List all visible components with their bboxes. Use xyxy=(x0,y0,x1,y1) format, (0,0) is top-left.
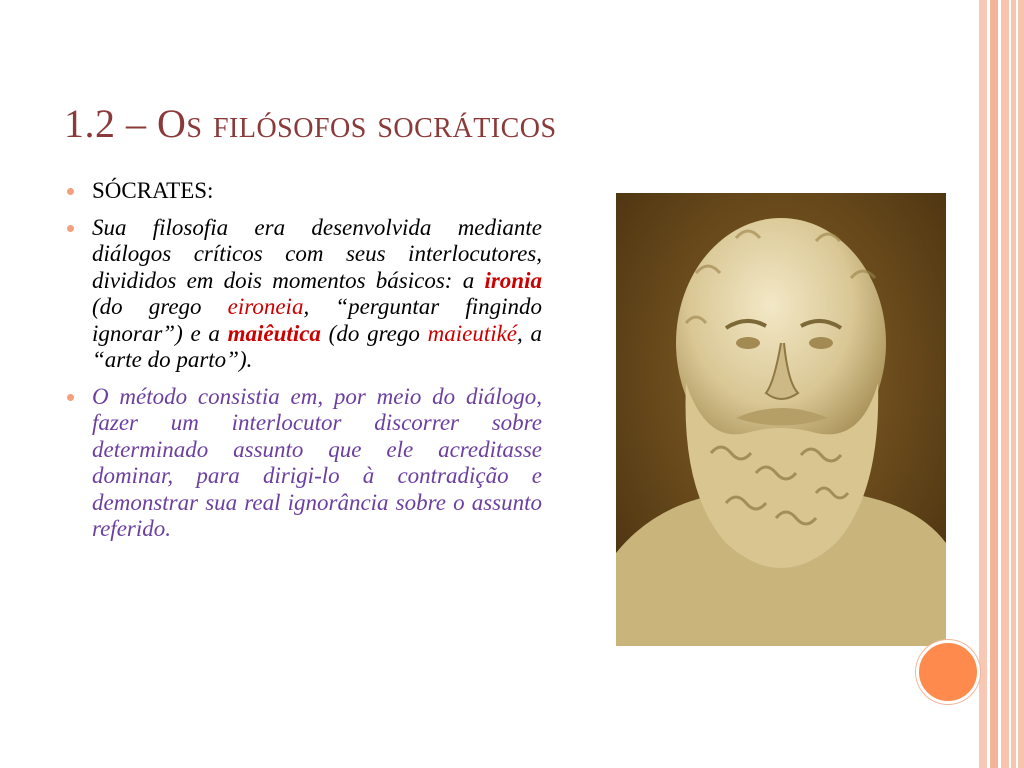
text-run: (do grego xyxy=(320,320,428,346)
bullet-philosophy xyxy=(64,215,542,374)
decor-stripe xyxy=(990,0,998,768)
decor-stripe xyxy=(979,0,987,768)
bullet-dot-icon xyxy=(67,188,74,195)
term-ironia: ironia xyxy=(484,267,542,293)
term-maieutica: maiêutica xyxy=(227,320,321,346)
text-run: (do grego xyxy=(92,294,228,319)
bullet-socrates xyxy=(64,178,542,205)
socrates-bust-image xyxy=(616,193,946,646)
text-run: , a “arte do parto”). xyxy=(92,320,542,372)
bullet-text xyxy=(92,215,542,373)
term-maieutike: maieutiké xyxy=(427,320,518,346)
bullet-dot-icon xyxy=(67,394,74,401)
text-run: Sua filosofia era desenvolvida mediante diálogos críticos com seus interlocutores, divididos em dois momentos básicos: a xyxy=(92,214,542,293)
bullet-method xyxy=(64,384,542,543)
term-eironeia: eironeia xyxy=(227,294,304,319)
slide-content xyxy=(64,178,542,553)
bullet-text: SÓCRATES: xyxy=(92,178,214,203)
slide-title: 1.2 – Os filósofos socráticos xyxy=(64,101,557,146)
decor-stripe xyxy=(1009,0,1011,768)
bullet-text: O método consistia em, por meio do diálogo, fazer um interlocutor discorrer sobre determinado assunto que ele acreditasse dominar, para dirigi-lo à contradição e demonstrar sua real ignorância sobre o assunto referido. xyxy=(92,383,542,541)
accent-circle xyxy=(916,640,980,704)
decor-stripe xyxy=(1001,0,1024,768)
text-run: , “perguntar fingindo ignorar”) e a xyxy=(92,294,542,346)
decor-stripe xyxy=(1016,0,1018,768)
bullet-dot-icon xyxy=(67,225,74,232)
